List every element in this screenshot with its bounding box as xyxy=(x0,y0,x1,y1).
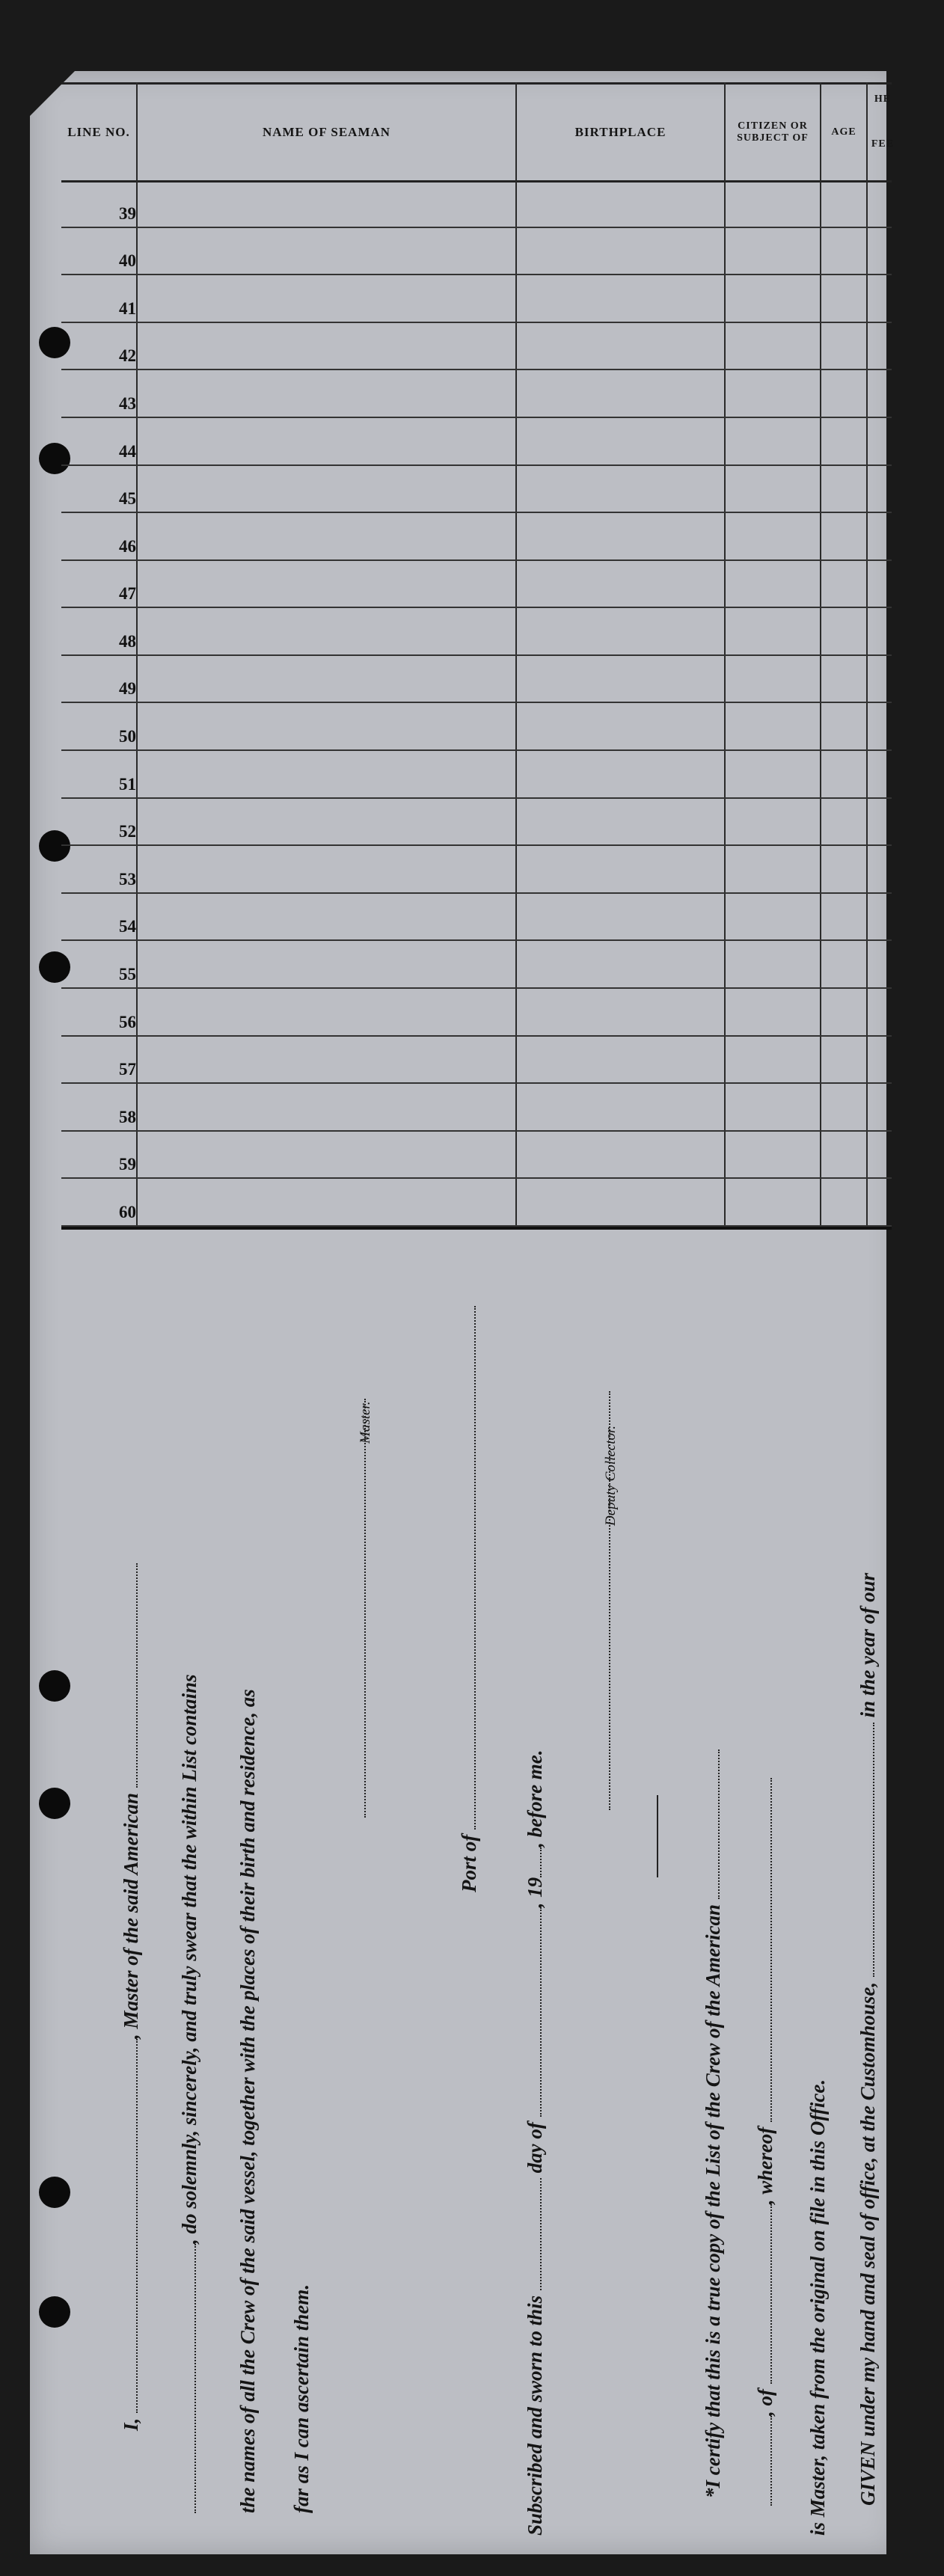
table-row xyxy=(61,1037,892,1085)
master-name-blank xyxy=(136,2039,138,2413)
line-number: 52 xyxy=(119,822,136,841)
customhouse-blank xyxy=(873,1723,874,1977)
header-age: AGE xyxy=(831,126,856,138)
header-name-of-seaman: NAME OF SEAMAN xyxy=(262,125,391,139)
before-me-label: , before me. xyxy=(524,1749,546,1847)
affidavit-line-4 xyxy=(290,2284,313,2513)
year-of-label: in the year of our xyxy=(856,1572,879,1718)
master-signature xyxy=(348,1399,371,1818)
affidavit-line-2 xyxy=(178,1674,201,2513)
affidavit-line-3 xyxy=(236,1689,260,2513)
certify-text: *I certify that this is a true copy of the List of the Crew of the American xyxy=(702,1904,724,2498)
header-height: HE xyxy=(874,93,892,105)
punch-hole-icon xyxy=(39,2177,70,2208)
table-row xyxy=(61,1179,892,1227)
day-of-label: day of xyxy=(524,2122,546,2174)
table-row xyxy=(61,1132,892,1180)
master-signature-blank xyxy=(364,1399,366,1818)
subscribed-label: Subscribed and sworn to this xyxy=(524,2295,546,2536)
oath-prefix: I, xyxy=(120,2417,142,2431)
of-blank-1 xyxy=(770,2416,772,2506)
whereof-label: , whereof xyxy=(754,2126,776,2205)
line-number: 42 xyxy=(119,346,136,366)
line-number: 59 xyxy=(119,1155,136,1174)
vessel-name-blank xyxy=(136,1563,138,1788)
line-number: 51 xyxy=(119,774,136,794)
table-row xyxy=(61,418,892,466)
line-number: 54 xyxy=(119,917,136,936)
header-line-no: LINE NO. xyxy=(67,125,130,139)
oath-solemnly-swear: , do solemnly, sincerely, and truly swear that the within List contains xyxy=(178,1674,200,2244)
given-text: GIVEN under my hand and seal of office, at the Customhouse, xyxy=(856,1981,879,2506)
table-row xyxy=(61,846,892,894)
punch-hole-icon xyxy=(39,1670,70,1702)
of-label: , of xyxy=(754,2389,776,2416)
table-row xyxy=(61,1084,892,1132)
vessel-copy-blank xyxy=(718,1749,720,1899)
oath-master-of-american: , Master of the said American xyxy=(120,1792,142,2039)
line-number: 44 xyxy=(119,441,136,461)
is-master-line xyxy=(806,2079,830,2536)
whereof-blank xyxy=(770,1778,772,2122)
crew-list-table xyxy=(61,82,895,1227)
line-number: 43 xyxy=(119,393,136,413)
line-number: 46 xyxy=(119,536,136,556)
port-of xyxy=(458,1306,481,1892)
is-master-text: is Master, taken from the original on file in this Office. xyxy=(806,2079,829,2536)
table-row xyxy=(61,894,892,942)
table-row xyxy=(61,228,892,276)
affidavit-section xyxy=(120,1234,879,2536)
table-row xyxy=(61,466,892,514)
vessel-blank-2 xyxy=(194,2244,196,2513)
certify-line xyxy=(702,1749,725,2498)
line-number: 50 xyxy=(119,727,136,746)
line-number: 58 xyxy=(119,1107,136,1126)
table-row xyxy=(61,751,892,799)
table-bottom-rule xyxy=(61,1227,892,1230)
affidavit-line-1 xyxy=(120,1563,143,2431)
deputy-collector-label: Deputy Collector. xyxy=(603,1425,619,1526)
punch-hole-icon xyxy=(39,1788,70,1819)
of-whereof-line xyxy=(754,1778,777,2506)
table-row xyxy=(61,561,892,609)
port-blank xyxy=(474,1306,476,1830)
table-row xyxy=(61,323,892,371)
header-citizen-or-subject: CITIZEN OR SUBJECT OF xyxy=(737,120,809,144)
oath-names-of-crew: the names of all the Crew of the said vessel, together with the places of their birth and residence, as xyxy=(236,1689,259,2513)
punch-hole-icon xyxy=(39,2296,70,2328)
table-row xyxy=(61,989,892,1037)
separator-line xyxy=(657,1795,658,1877)
line-number: 39 xyxy=(119,203,136,223)
header-birthplace: BIRTHPLACE xyxy=(574,125,666,139)
line-number: 60 xyxy=(119,1202,136,1221)
table-row xyxy=(61,370,892,418)
table-row xyxy=(61,180,892,228)
table-header xyxy=(61,82,895,183)
given-line xyxy=(856,1573,880,2506)
subscribed-line xyxy=(524,1749,547,2536)
day-blank xyxy=(540,2178,542,2290)
of-blank-2 xyxy=(770,2204,772,2384)
port-of-label: Port of xyxy=(458,1834,480,1892)
month-blank xyxy=(540,1907,542,2117)
line-number: 48 xyxy=(119,631,136,651)
line-number: 57 xyxy=(119,1060,136,1079)
line-number: 53 xyxy=(119,869,136,889)
oath-as-far-as: far as I can ascertain them. xyxy=(290,2284,313,2513)
line-number: 41 xyxy=(119,298,136,318)
table-row xyxy=(61,608,892,656)
table-row xyxy=(61,704,892,752)
year-prefix: , 19 xyxy=(524,1877,546,1908)
line-number: 56 xyxy=(119,1012,136,1031)
header-feet: FEE xyxy=(871,138,895,150)
table-row xyxy=(61,275,892,323)
table-row xyxy=(61,513,892,561)
line-number: 45 xyxy=(119,489,136,509)
master-label: Master. xyxy=(358,1401,373,1444)
line-number: 40 xyxy=(119,251,136,271)
line-number: 49 xyxy=(119,679,136,699)
table-row xyxy=(61,799,892,847)
table-row xyxy=(61,656,892,704)
line-number: 47 xyxy=(119,584,136,604)
table-row xyxy=(61,941,892,989)
page-edge xyxy=(886,71,944,2576)
year-blank xyxy=(540,1847,542,1877)
line-number: 55 xyxy=(119,965,136,984)
